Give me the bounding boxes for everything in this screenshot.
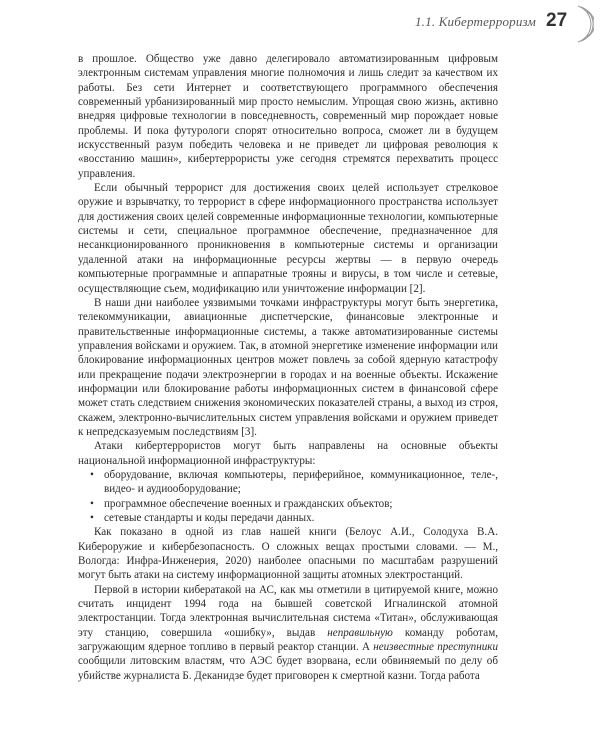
text-run: сообщили литовским властям, что АЭС будет взорвана, если обвиняемый по делу об убийстве журналиста Б. Деканидзе будет приговорен к смертной казни. Тогда работа xyxy=(78,655,498,682)
list-item: • оборудование, включая компьютеры, периферийное, коммуникационное, теле-, видео- и аудиооборудование; xyxy=(78,468,498,497)
running-header: 1.1. Кибертерроризм xyxy=(414,14,536,29)
list-item: • программное обеспечение военных и гражданских объектов; xyxy=(78,497,498,511)
paragraph-attack-targets: Атаки кибертеррористов могут быть направлены на основные объекты национальной информационной инфраструктуры: xyxy=(78,440,498,467)
page-number: 27 xyxy=(546,10,568,31)
paragraph-book-reference: Как показано в одной из глав нашей книги (Белоус А.И., Солодуха В.А. Кибероружие и кибербезопасность. О сложных вещах простыми словами. — М., Вологда: Инфра-Инженерия, 2020) наиболее опасными по масштабам разрушений могут быть атаки на систему информационной защиты атомных электростанций. xyxy=(78,526,498,582)
page-body xyxy=(78,52,498,683)
list-item: • сетевые стандарты и коды передачи данных. xyxy=(78,511,498,525)
text-run: команду роботам, загружающим ядерное топливо в первый реактор станции. А xyxy=(78,626,499,654)
emphasis-text: неизвестные преступники xyxy=(373,641,498,654)
paragraph-vulnerable-points: В наши дни наиболее уязвимыми точками инфраструктуры могут быть энергетика, телекоммуникации, авиационные диспетчерские, финансовые электронные и правительственные информационные системы, а также автоматизированные системы управления войсками и оружием. Так, в атомной энергетике изменение информации или блокирование информационных центров может повлечь за собой ядерную катастрофу или прекращение подачи электроэнергии в городах и на военные объекты. Искажение информации или блокирование работы информационных систем в финансовой сфере может стать следствием снижения экономических показателей страны, а выход из строя, скажем, электронно-вычислительных систем управления войсками и оружием приведет к непредсказуемым последствиям [3]. xyxy=(78,296,498,438)
page-number-badge xyxy=(542,2,594,46)
emphasis-text: неправильную xyxy=(327,626,393,639)
paragraph-continuation: в прошлое. Общество уже давно делегировало автоматизированным цифровым электронным системам управления многие полномочия и лишь следит за качеством их работы. Без сети Интернет и соответствующего программного обеспечения современный урбанизированный мир просто немыслим. Упрощая свою жизнь, активно внедряя цифровые технологии в повседневность, современный мир порождает новые проблемы. И пока футурологи спорят относительно вопроса, сможет ли в будущем искусственный разум победить человека и не приведет ли цифровая революция к «восстанию машин», кибертеррористы уже сегодня стремятся перехватить процесс управления. xyxy=(78,53,498,180)
text-run: Первой в истории кибератакой на АС, как мы отметили в цитируемой книге, можно считать инцидент 1994 года на бывшей советской Игналинской атомной электростанции. Тогда электронная вычислительная система «Титан», обслуживающая эту станцию, совершила «ошибку», выдав xyxy=(78,583,498,639)
paragraph-ignalina-incident xyxy=(78,583,498,683)
paragraph-terrorist-tools: Если обычный террорист для достижения своих целей использует стрелковое оружие и взрывчатку, то террорист в сфере информационного пространства использует для достижения своих целей современные информационные технологии, компьютерные системы и сети, специальное программное обеспечение, предназначенное для несанкционированного проникновения в компьютерные системы и организации удаленной атаки на информационные ресурсы жертвы — в первую очередь компьютерные программные и аппаратные трояны и вирусы, в том числе и сетевые, осуществляющие съем, модификацию или уничтожение информации [2]. xyxy=(78,182,498,295)
bullet-list xyxy=(78,468,498,525)
